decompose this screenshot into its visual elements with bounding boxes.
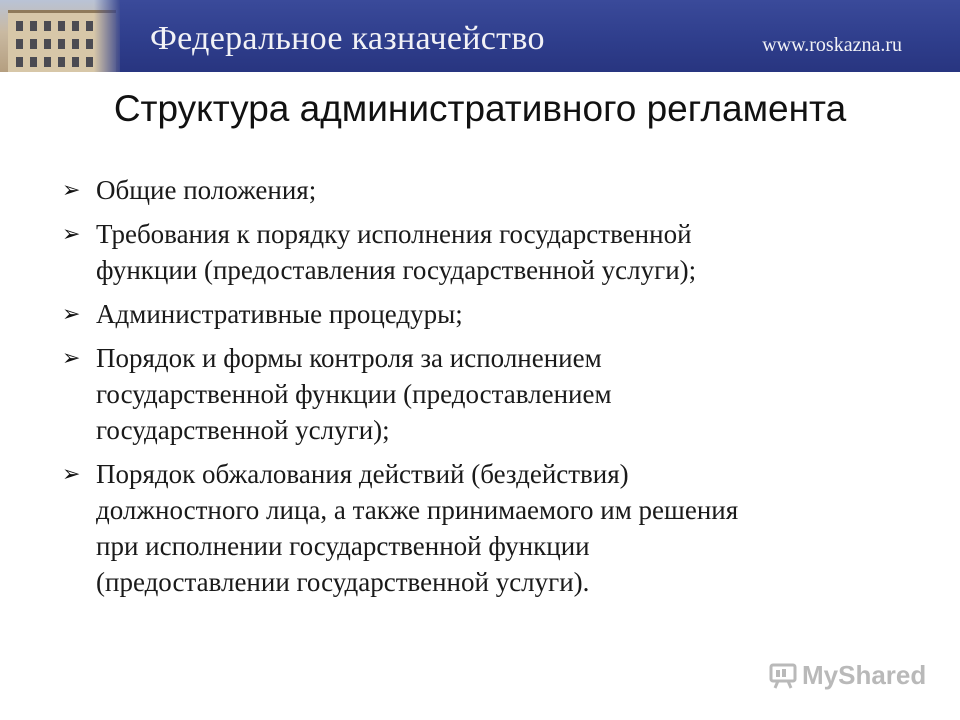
bullet-item-1 xyxy=(60,172,920,208)
watermark-text: MyShared xyxy=(802,659,927,690)
building-photo xyxy=(0,0,120,72)
bullet-item-3 xyxy=(60,296,920,332)
bullet-text-line: государственной услуги); xyxy=(96,415,390,445)
arrowhead-bullet-icon: ➢ xyxy=(62,462,81,487)
slide-title: Структура административного регламента xyxy=(113,88,847,129)
bullet-item-5 xyxy=(60,456,920,600)
bullet-text-line: государственной функции (предоставлением xyxy=(96,379,612,409)
bullet-text-line: при исполнении государственной функции xyxy=(96,531,590,561)
bullet-list xyxy=(60,172,920,608)
organization-name: Федеральное казначейство xyxy=(150,20,545,57)
bullet-text-line: Административные процедуры; xyxy=(96,299,463,329)
bullet-text-line: должностного лица, а также принимаемого им решения xyxy=(96,495,739,525)
bullet-text-line: (предоставлении государственной услуги). xyxy=(96,567,590,597)
arrowhead-bullet-icon: ➢ xyxy=(62,178,81,203)
myshared-watermark xyxy=(768,658,926,692)
header-banner xyxy=(0,0,960,72)
arrowhead-bullet-icon: ➢ xyxy=(62,346,81,371)
website-url: www.roskazna.ru xyxy=(762,34,902,56)
bullet-item-2 xyxy=(60,216,920,288)
bullet-text-line: Порядок обжалования действий (бездействия) xyxy=(96,459,629,489)
arrowhead-bullet-icon: ➢ xyxy=(62,222,81,247)
bullet-text-line: Порядок и формы контроля за исполнением xyxy=(96,343,602,373)
bullet-item-4 xyxy=(60,340,920,448)
bullet-text-line: функции (предоставления государственной услуги); xyxy=(96,255,697,285)
presentation-board-icon xyxy=(768,660,798,690)
arrowhead-bullet-icon: ➢ xyxy=(62,302,81,327)
bullet-text-line: Требования к порядку исполнения государственной xyxy=(96,219,692,249)
bullet-text-line: Общие положения; xyxy=(96,175,317,205)
